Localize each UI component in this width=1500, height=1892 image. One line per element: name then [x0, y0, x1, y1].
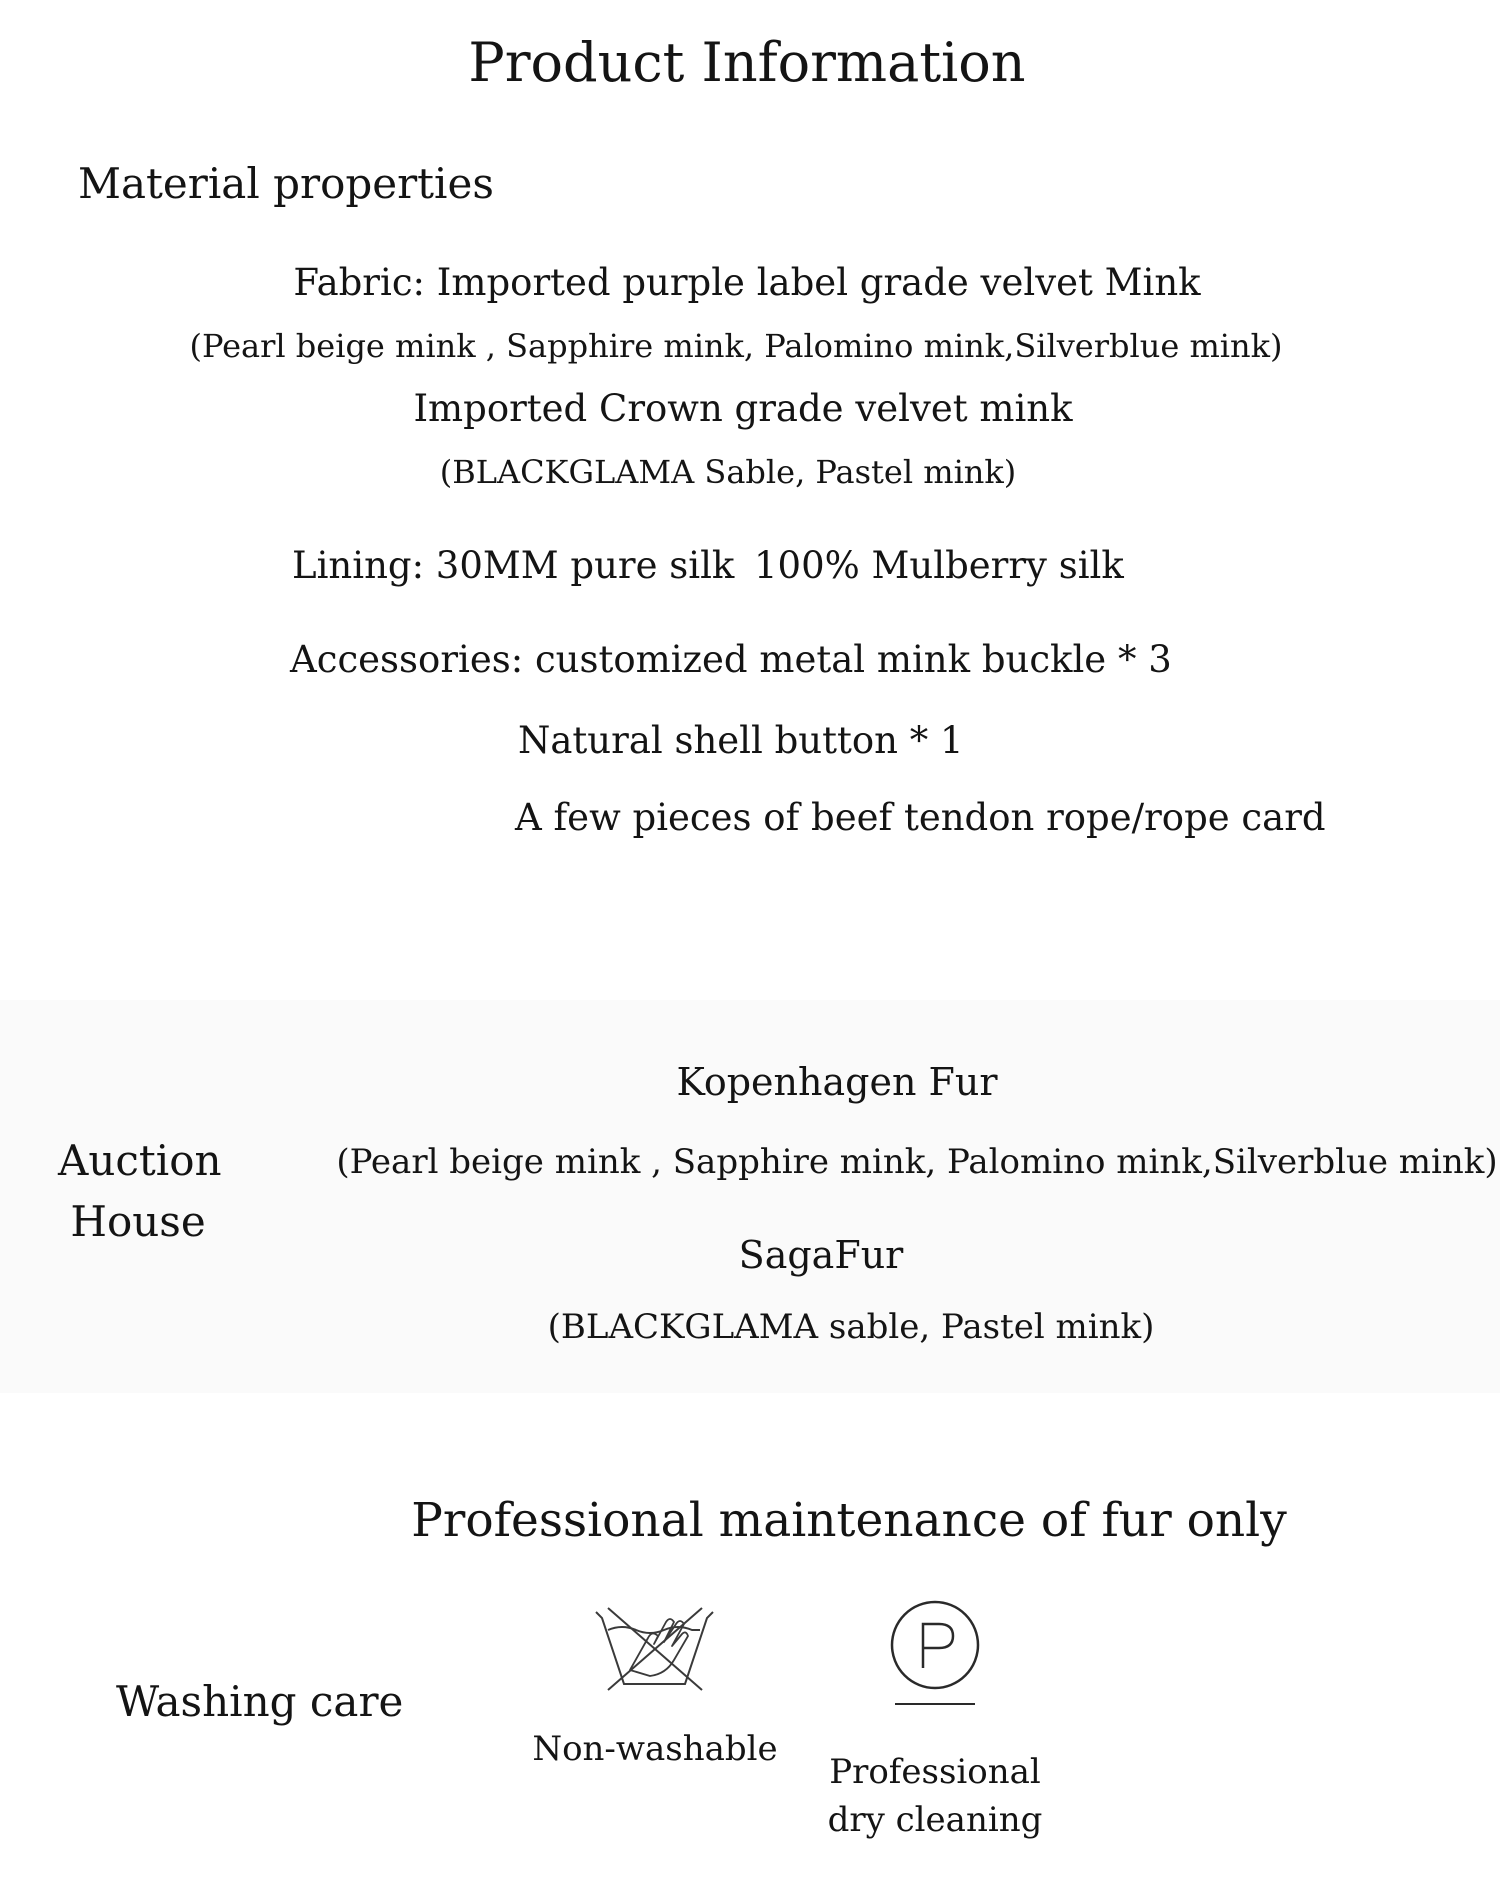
- care-item-non-washable: [530, 1600, 780, 1780]
- lining-label: Lining: 30MM pure silk: [292, 544, 735, 587]
- auction-house-varieties: (BLACKGLAMA sable, Pastel mink): [547, 1307, 1155, 1347]
- do-not-wash-icon: [592, 1600, 717, 1695]
- fabric-varieties: (Pearl beige mink , Sapphire mink, Palomino mink,Silverblue mink): [189, 327, 1283, 365]
- accessories-shell-button: Natural shell button * 1: [518, 719, 964, 762]
- care-item-label: Professional dry cleaning: [827, 1752, 1043, 1840]
- auction-house-name: Kopenhagen Fur: [676, 1060, 998, 1104]
- professional-dry-clean-icon: [881, 1598, 989, 1708]
- material-properties-heading: Material properties: [78, 159, 494, 208]
- auction-house-varieties: (Pearl beige mink , Sapphire mink, Palomino mink,Silverblue mink): [336, 1142, 1498, 1182]
- accessories-line: Accessories: customized metal mink buckle * 3: [290, 638, 1172, 681]
- auction-house-name: SagaFur: [738, 1233, 904, 1277]
- care-item-label: Non-washable: [532, 1729, 778, 1769]
- crown-grade-line: Imported Crown grade velvet mink: [413, 387, 1073, 430]
- maintenance-heading: Professional maintenance of fur only: [411, 1493, 1287, 1548]
- lining-spec: 100% Mulberry silk: [754, 544, 1124, 587]
- crown-grade-varieties: (BLACKGLAMA Sable, Pastel mink): [439, 453, 1017, 491]
- accessories-rope: A few pieces of beef tendon rope/rope card: [515, 796, 1326, 839]
- washing-care-heading: Washing care: [116, 1677, 404, 1726]
- fabric-line: Fabric: Imported purple label grade velvet Mink: [293, 261, 1201, 304]
- page-title: Product Information: [468, 31, 1026, 94]
- auction-house-label: Auction House: [58, 1136, 222, 1246]
- care-item-professional-dry-cleaning: [810, 1598, 1060, 1840]
